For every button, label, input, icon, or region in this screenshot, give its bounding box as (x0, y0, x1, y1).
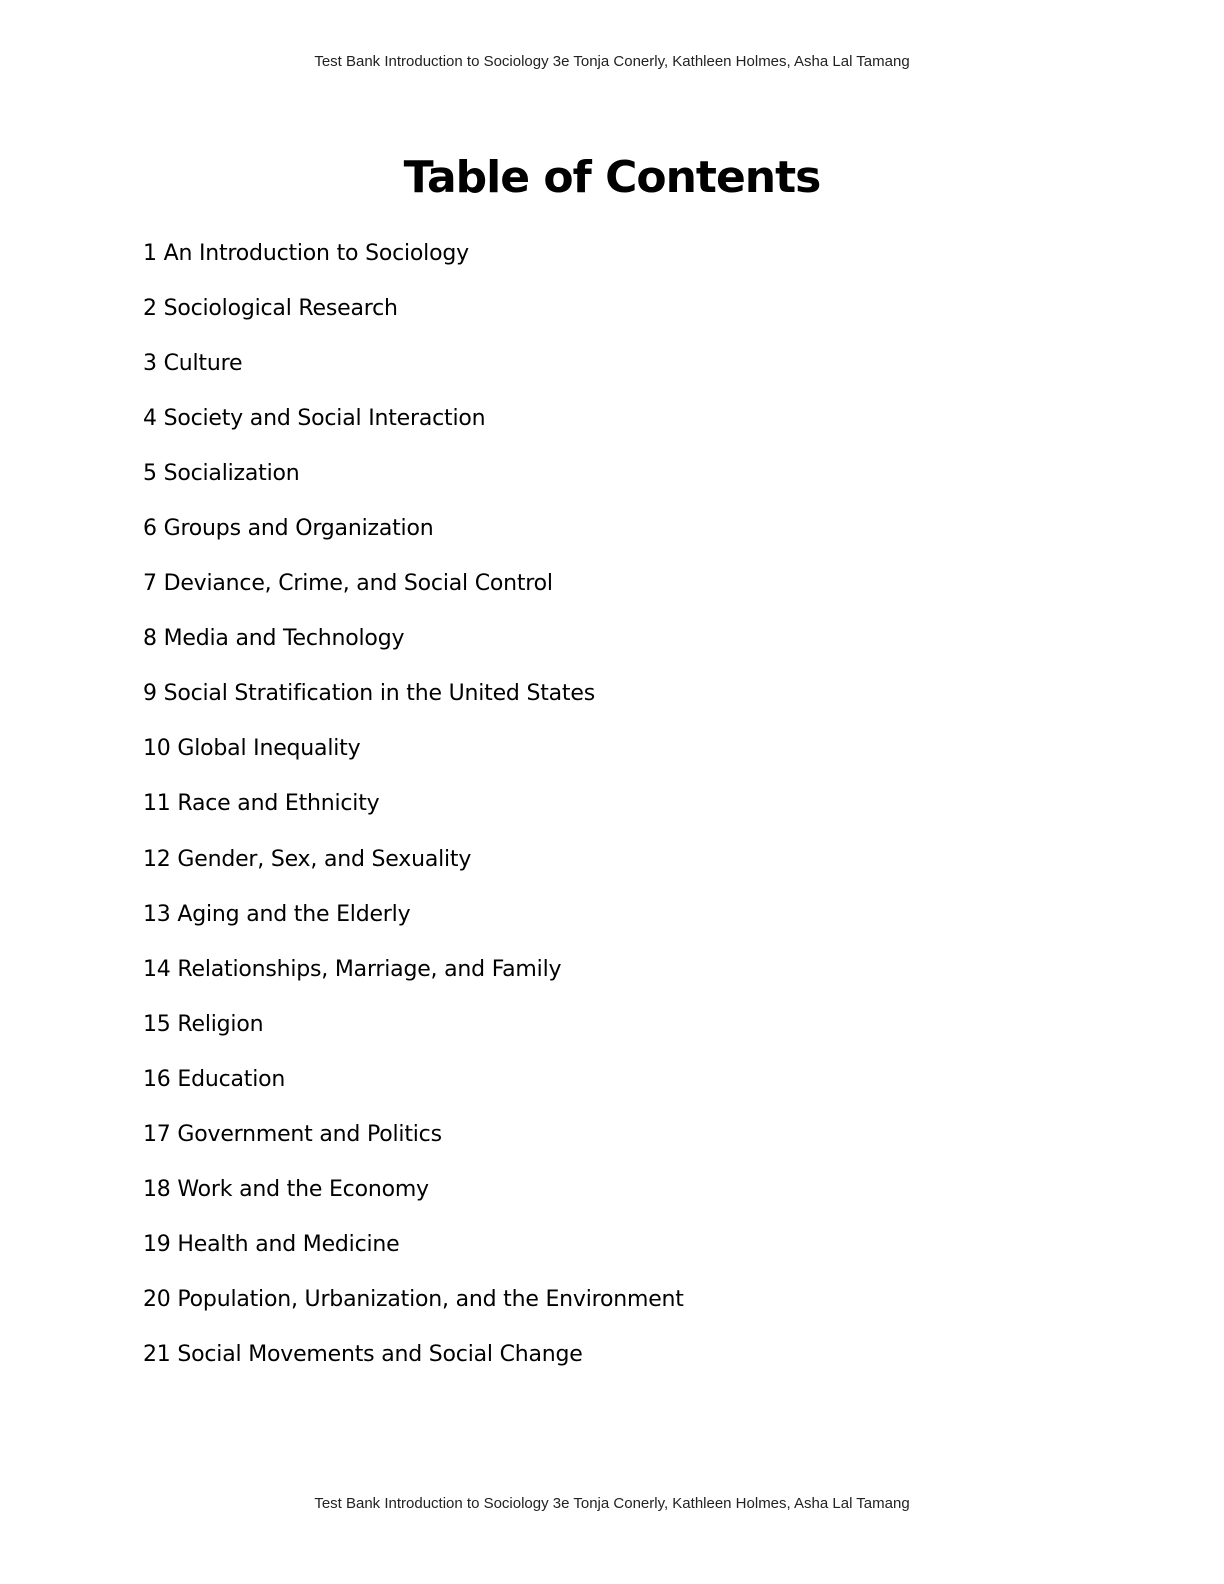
toc-entry-15: 15 Religion (143, 1011, 264, 1037)
toc-entry-11: 11 Race and Ethnicity (143, 791, 380, 817)
toc-entry-9: 9 Social Stratification in the United States (143, 681, 595, 707)
toc-entry-21: 21 Social Movements and Social Change (143, 1341, 583, 1367)
table-of-contents (143, 236, 684, 1392)
toc-entry-5: 5 Socialization (143, 461, 300, 487)
toc-entry-17: 17 Government and Politics (143, 1121, 442, 1147)
toc-entry-2: 2 Sociological Research (143, 296, 398, 322)
toc-entry-16: 16 Education (143, 1066, 286, 1092)
page-footer: Test Bank Introduction to Sociology 3e Tonja Conerly, Kathleen Holmes, Asha Lal Tamang (314, 1495, 910, 1512)
toc-entry-20: 20 Population, Urbanization, and the Environment (143, 1286, 684, 1312)
toc-entry-18: 18 Work and the Economy (143, 1176, 429, 1202)
page-header: Test Bank Introduction to Sociology 3e Tonja Conerly, Kathleen Holmes, Asha Lal Tamang (314, 53, 910, 70)
toc-entry-12: 12 Gender, Sex, and Sexuality (143, 846, 472, 872)
toc-entry-6: 6 Groups and Organization (143, 516, 434, 542)
toc-entry-8: 8 Media and Technology (143, 626, 405, 652)
toc-entry-7: 7 Deviance, Crime, and Social Control (143, 571, 553, 597)
toc-entry-3: 3 Culture (143, 351, 243, 377)
toc-entry-4: 4 Society and Social Interaction (143, 406, 486, 432)
toc-entry-1: 1 An Introduction to Sociology (143, 241, 469, 266)
page-title: Table of Contents (403, 152, 821, 203)
toc-entry-19: 19 Health and Medicine (143, 1231, 400, 1257)
toc-entry-14: 14 Relationships, Marriage, and Family (143, 956, 562, 982)
toc-entry-10: 10 Global Inequality (143, 736, 361, 762)
toc-entry-13: 13 Aging and the Elderly (143, 901, 411, 927)
